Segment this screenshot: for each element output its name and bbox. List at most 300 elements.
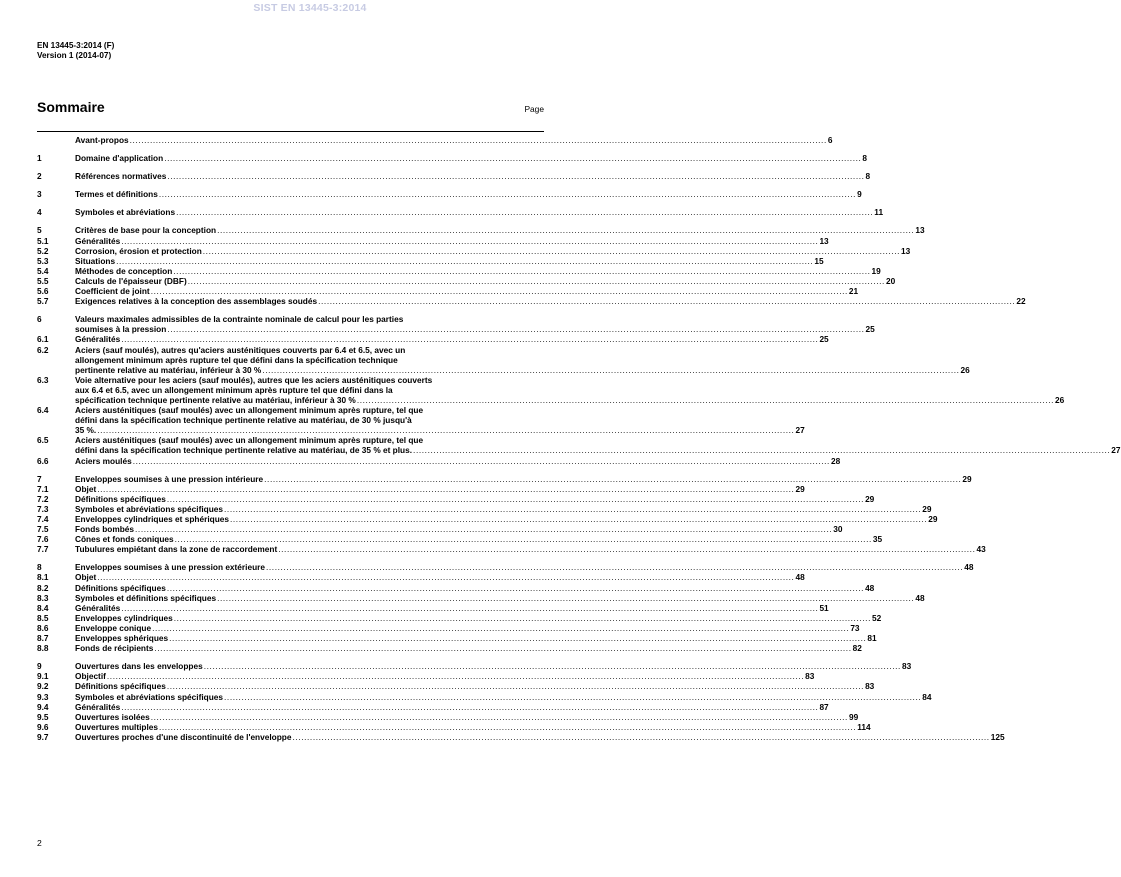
toc-dot-leader: ................................................................................................................................................................................................................................................ bbox=[264, 473, 962, 484]
toc-entry-number: 3 bbox=[37, 189, 42, 200]
toc-entry-page: 6 bbox=[827, 135, 833, 145]
toc-entry-line bbox=[75, 613, 881, 623]
document-version: Version 1 (2014-07) bbox=[37, 51, 112, 60]
toc-entry[interactable] bbox=[37, 514, 938, 524]
toc-entry-line bbox=[75, 681, 874, 691]
toc-entry-number: 9.1 bbox=[37, 671, 49, 682]
toc-entry-title: Symboles et abréviations bbox=[75, 207, 176, 218]
toc-entry[interactable] bbox=[37, 622, 860, 633]
toc-dot-leader: ................................................................................................................................................................................................................................................ bbox=[318, 296, 1016, 307]
toc-entry[interactable] bbox=[37, 275, 896, 286]
toc-entry[interactable] bbox=[37, 493, 875, 504]
toc-entry-continuation bbox=[75, 314, 875, 324]
table-of-contents bbox=[37, 131, 1121, 742]
toc-entry-page: 15 bbox=[814, 255, 824, 266]
toc-entry-page: 84 bbox=[922, 691, 932, 702]
toc-entry-title: Domaine d'application bbox=[75, 153, 164, 164]
toc-dot-leader: ................................................................................................................................................................................................................................................ bbox=[150, 286, 848, 297]
toc-entry-body bbox=[75, 456, 840, 466]
toc-entry-body bbox=[75, 435, 1121, 455]
toc-entry-title: Calculs de l'épaisseur (DBF) bbox=[75, 275, 187, 286]
toc-entry-line bbox=[75, 633, 877, 643]
toc-entry[interactable] bbox=[37, 483, 805, 494]
toc-entry-title: Objectif bbox=[75, 671, 106, 682]
toc-dot-leader: ................................................................................................................................................................................................................................................ bbox=[135, 524, 833, 535]
toc-entry-page: 43 bbox=[976, 544, 986, 555]
toc-entry[interactable] bbox=[37, 455, 841, 466]
toc-entry-title: soumises à la pression bbox=[75, 324, 167, 335]
page-column-header: Page bbox=[524, 104, 544, 114]
toc-entry-page: 114 bbox=[857, 721, 871, 732]
toc-entry-line bbox=[75, 593, 925, 603]
toc-entry-body bbox=[75, 153, 867, 163]
toc-spacer bbox=[37, 145, 544, 153]
toc-entry-body bbox=[75, 474, 972, 484]
toc-entry-number: 6.6 bbox=[37, 455, 49, 466]
toc-entry-page: 83 bbox=[805, 671, 815, 682]
toc-entry[interactable] bbox=[37, 135, 833, 145]
toc-entry[interactable] bbox=[37, 612, 882, 623]
toc-entry[interactable] bbox=[37, 314, 875, 335]
toc-entry-number: 5.3 bbox=[37, 255, 49, 266]
toc-entry-title: Généralités bbox=[75, 701, 121, 712]
toc-entry-line bbox=[75, 572, 805, 582]
toc-spacer bbox=[37, 217, 544, 225]
toc-entry-body bbox=[75, 633, 877, 643]
toc-entry-body bbox=[75, 603, 829, 613]
toc-entry-title: Exigences relatives à la conception des assemblages soudés bbox=[75, 296, 318, 307]
toc-entry-title: Symboles et abréviations spécifiques bbox=[75, 691, 224, 702]
toc-entry-title: Références normatives bbox=[75, 171, 167, 182]
toc-entry-number: 9.5 bbox=[37, 711, 49, 722]
toc-entry-title: Avant-propos bbox=[75, 135, 129, 145]
toc-entry-number: 6.3 bbox=[37, 374, 49, 385]
toc-entry-number: 6.5 bbox=[37, 435, 49, 446]
toc-spacer bbox=[37, 554, 544, 562]
toc-dot-leader: ................................................................................................................................................................................................................................................ bbox=[173, 612, 871, 623]
toc-entry-line bbox=[75, 661, 911, 671]
toc-entry[interactable] bbox=[37, 544, 986, 555]
toc-dot-leader: ................................................................................................................................................................................................................................................ bbox=[121, 235, 819, 246]
toc-entry-title: Cônes et fonds coniques bbox=[75, 534, 174, 545]
toc-entry[interactable] bbox=[37, 245, 911, 256]
toc-entry-page: 29 bbox=[928, 514, 938, 524]
toc-dot-leader: ................................................................................................................................................................................................................................................ bbox=[174, 534, 872, 545]
toc-entry-line bbox=[75, 171, 870, 181]
toc-entry-number: 5.2 bbox=[37, 245, 49, 256]
toc-entry-number: 7.6 bbox=[37, 534, 49, 545]
toc-entry-number: 9 bbox=[37, 661, 42, 672]
toc-entry-number: 8.8 bbox=[37, 643, 49, 654]
toc-entry[interactable] bbox=[37, 661, 912, 672]
toc-entry-body bbox=[75, 593, 925, 603]
toc-entry-line bbox=[75, 236, 829, 246]
toc-spacer bbox=[37, 306, 544, 314]
toc-entry[interactable] bbox=[37, 344, 970, 375]
toc-entry-body bbox=[75, 544, 986, 554]
toc-entry-line bbox=[75, 484, 805, 494]
toc-entry-page: 125 bbox=[990, 731, 1005, 742]
toc-entry-body bbox=[75, 623, 860, 633]
toc-dot-leader: ................................................................................................................................................................................................................................................ bbox=[121, 602, 819, 613]
toc-dot-leader: ................................................................................................................................................................................................................................................ bbox=[121, 334, 819, 345]
toc-entry-number: 5 bbox=[37, 225, 42, 236]
toc-entry-title: Objet bbox=[75, 572, 97, 583]
toc-entry-continuation bbox=[75, 385, 1064, 395]
toc-entry[interactable] bbox=[37, 524, 843, 535]
toc-entry-body bbox=[75, 405, 805, 435]
toc-entry-title: allongement minimum après rupture tel que défini dans la spécification technique bbox=[75, 354, 398, 365]
toc-entry-title: Définitions spécifiques bbox=[75, 493, 166, 504]
toc-entry-title: Voie alternative pour les aciers (sauf moulés), autres que les aciers austénitiques couverts bbox=[75, 374, 433, 385]
toc-entry-title: 35 %. bbox=[75, 425, 97, 436]
toc-entry-number: 5.1 bbox=[37, 235, 49, 246]
toc-entry-number: 8 bbox=[37, 562, 42, 573]
toc-entry[interactable] bbox=[37, 255, 824, 266]
toc-entry-continuation bbox=[75, 435, 1121, 445]
toc-dot-leader: ................................................................................................................................................................................................................................................ bbox=[166, 582, 865, 593]
toc-entry[interactable] bbox=[37, 286, 859, 297]
toc-entry-title: Aciers moulés bbox=[75, 455, 132, 466]
toc-entry-title: Définitions spécifiques bbox=[75, 681, 166, 692]
toc-entry-line bbox=[75, 207, 883, 217]
toc-entry-line bbox=[75, 514, 937, 524]
toc-entry-continuation bbox=[75, 355, 970, 365]
toc-entry-title: Symboles et abréviations spécifiques bbox=[75, 503, 224, 514]
toc-entry-page: 26 bbox=[1055, 394, 1065, 405]
toc-entry-line bbox=[75, 246, 910, 256]
toc-dot-leader: ................................................................................................................................................................................................................................................ bbox=[129, 135, 827, 145]
toc-entry-body bbox=[75, 494, 874, 504]
toc-entry-number: 7.4 bbox=[37, 514, 49, 524]
toc-entry-line bbox=[75, 504, 931, 514]
toc-entry-line bbox=[75, 324, 875, 334]
toc-entry-line bbox=[75, 712, 858, 722]
toc-entry[interactable] bbox=[37, 265, 881, 276]
toc-entry-page: 52 bbox=[871, 612, 882, 623]
toc-entry[interactable] bbox=[37, 534, 883, 545]
toc-entry-body bbox=[75, 643, 862, 653]
toc-entry[interactable] bbox=[37, 374, 1065, 405]
toc-entry-body bbox=[75, 562, 973, 572]
toc-entry-line bbox=[75, 153, 867, 163]
toc-entry-page: 99 bbox=[848, 711, 859, 722]
toc-entry[interactable] bbox=[37, 582, 875, 593]
toc-entry-title: spécification technique pertinente relative au matériau, inférieur à 30 % bbox=[75, 394, 356, 405]
toc-entry-number: 9.6 bbox=[37, 721, 49, 732]
toc-entry-title: Aciers austénitiques (sauf moulés) avec un allongement minimum après rupture, tel que bbox=[75, 405, 424, 416]
toc-entry-page: 73 bbox=[850, 622, 860, 633]
toc-entry-number: 7.7 bbox=[37, 544, 49, 555]
toc-top-rule bbox=[37, 131, 544, 132]
toc-entry[interactable] bbox=[37, 171, 871, 182]
toc-entry-title: Ouvertures multiples bbox=[75, 721, 158, 732]
toc-entry[interactable] bbox=[37, 711, 859, 722]
toc-dot-leader: ................................................................................................................................................................................................................................................ bbox=[167, 324, 865, 335]
toc-spacer bbox=[37, 199, 544, 207]
toc-entry[interactable] bbox=[37, 572, 805, 583]
toc-dot-leader: ................................................................................................................................................................................................................................................ bbox=[217, 225, 915, 236]
toc-entry-line bbox=[75, 456, 840, 466]
toc-entry-body bbox=[75, 334, 829, 344]
toc-entry[interactable] bbox=[37, 681, 875, 692]
toc-entry-line bbox=[75, 692, 931, 702]
toc-entry-page: 9 bbox=[857, 189, 862, 200]
toc-entry-number: 7.1 bbox=[37, 483, 49, 494]
toc-entry-number: 1 bbox=[37, 153, 42, 164]
toc-entry-title: Symboles et définitions spécifiques bbox=[75, 592, 217, 603]
toc-entry-title: Aciers (sauf moulés), autres qu'aciers austénitiques couverts par 6.4 et 6.5, avec un bbox=[75, 344, 406, 355]
toc-entry[interactable] bbox=[37, 701, 829, 712]
toc-entry-page: 29 bbox=[865, 493, 875, 504]
toc-entry-line bbox=[75, 276, 895, 286]
toc-entry-page: 29 bbox=[922, 503, 932, 514]
document-id: EN 13445-3:2014 (F) bbox=[37, 41, 115, 50]
toc-entry-number: 8.1 bbox=[37, 572, 49, 583]
toc-entry-body bbox=[75, 722, 871, 732]
toc-entry-number: 8.3 bbox=[37, 592, 49, 603]
toc-entry[interactable] bbox=[37, 225, 925, 236]
toc-dot-leader: ................................................................................................................................................................................................................................................ bbox=[97, 572, 795, 583]
toc-entry-body bbox=[75, 135, 832, 145]
toc-entry-number: 8.6 bbox=[37, 622, 49, 633]
toc-entry-page: 27 bbox=[795, 425, 805, 436]
toc-entry-title: Ouvertures proches d'une discontinuité de l'enveloppe bbox=[75, 731, 292, 742]
toc-entry-title: Enveloppes cylindriques bbox=[75, 612, 173, 623]
toc-entry[interactable] bbox=[37, 731, 1005, 742]
toc-entry-continuation bbox=[75, 415, 805, 425]
toc-entry-body bbox=[75, 375, 1064, 405]
toc-entry-title: Généralités bbox=[75, 602, 121, 613]
toc-entry-page: 87 bbox=[819, 701, 829, 712]
toc-entry-body bbox=[75, 225, 925, 235]
toc-entry-page: 35 bbox=[872, 534, 883, 545]
toc-entry[interactable] bbox=[37, 189, 862, 200]
toc-entry-page: 20 bbox=[885, 275, 896, 286]
toc-entry-number: 5.7 bbox=[37, 296, 49, 307]
toc-dot-leader: ................................................................................................................................................................................................................................................ bbox=[230, 514, 928, 524]
toc-dot-leader: ................................................................................................................................................................................................................................................ bbox=[217, 592, 915, 603]
toc-entry-title: Objet bbox=[75, 483, 97, 494]
toc-entry-page: 48 bbox=[865, 582, 875, 593]
toc-entry-page: 51 bbox=[819, 602, 829, 613]
toc-entry-line bbox=[75, 494, 874, 504]
toc-entry[interactable] bbox=[37, 562, 974, 573]
toc-entry[interactable] bbox=[37, 296, 1026, 307]
toc-entry-line bbox=[75, 445, 1121, 455]
toc-entry-body bbox=[75, 256, 824, 266]
toc-entry-number: 6.4 bbox=[37, 405, 49, 416]
toc-entry[interactable] bbox=[37, 643, 862, 654]
toc-entry-number: 7 bbox=[37, 473, 42, 484]
toc-entry[interactable] bbox=[37, 721, 871, 732]
toc-dot-leader: ................................................................................................................................................................................................................................................ bbox=[278, 544, 976, 555]
toc-entry-page: 28 bbox=[830, 455, 841, 466]
toc-entry[interactable] bbox=[37, 207, 884, 218]
toc-entry-page: 25 bbox=[865, 324, 875, 335]
toc-entry-number: 9.4 bbox=[37, 701, 49, 712]
toc-entry-number: 5.4 bbox=[37, 265, 49, 276]
toc-entry-page: 21 bbox=[848, 286, 859, 297]
toc-dot-leader: ................................................................................................................................................................................................................................................ bbox=[106, 671, 805, 682]
toc-entry-body bbox=[75, 207, 883, 217]
toc-dot-leader: ................................................................................................................................................................................................................................................ bbox=[116, 255, 814, 266]
toc-entry-title: Enveloppes cylindriques et sphériques bbox=[75, 514, 229, 524]
toc-entry-line bbox=[75, 623, 860, 633]
toc-entry-line bbox=[75, 334, 829, 344]
toc-dot-leader: ................................................................................................................................................................................................................................................ bbox=[176, 207, 874, 218]
toc-dot-leader: ................................................................................................................................................................................................................................................ bbox=[224, 691, 922, 702]
toc-entry-line bbox=[75, 603, 829, 613]
toc-entry-body bbox=[75, 504, 931, 514]
toc-entry-body bbox=[75, 613, 881, 623]
toc-entry-title: Enveloppes soumises à une pression intérieure bbox=[75, 473, 264, 484]
toc-entry-page: 29 bbox=[962, 473, 972, 484]
toc-entry-body bbox=[75, 583, 874, 593]
toc-entry-line bbox=[75, 583, 874, 593]
toc-dot-leader: ................................................................................................................................................................................................................................................ bbox=[164, 153, 862, 164]
toc-entry-page: 82 bbox=[852, 643, 862, 654]
toc-entry-title: Ouvertures dans les enveloppes bbox=[75, 661, 203, 672]
toc-entry-body bbox=[75, 692, 931, 702]
toc-entry-title: Fonds de récipients bbox=[75, 643, 154, 654]
page-title: Sommaire bbox=[37, 99, 105, 115]
toc-entry-title: Méthodes de conception bbox=[75, 265, 173, 276]
toc-entry-line bbox=[75, 671, 814, 681]
toc-entry-number: 9.3 bbox=[37, 691, 49, 702]
toc-entry-page: 30 bbox=[833, 524, 843, 535]
toc-entry-body bbox=[75, 266, 881, 276]
toc-entry-line bbox=[75, 524, 842, 534]
toc-entry-line bbox=[75, 474, 972, 484]
toc-entry[interactable] bbox=[37, 334, 829, 345]
toc-entry-title: Définitions spécifiques bbox=[75, 582, 166, 593]
toc-dot-leader: ................................................................................................................................................................................................................................................ bbox=[97, 483, 795, 494]
toc-entry-line bbox=[75, 562, 973, 572]
toc-entry-number: 8.4 bbox=[37, 602, 49, 613]
toc-entry-body bbox=[75, 702, 829, 712]
toc-entry-line bbox=[75, 135, 832, 145]
toc-entry[interactable] bbox=[37, 602, 829, 613]
toc-dot-leader: ................................................................................................................................................................................................................................................ bbox=[173, 265, 871, 276]
toc-entry-body bbox=[75, 246, 910, 256]
toc-dot-leader: ................................................................................................................................................................................................................................................ bbox=[413, 445, 1111, 456]
toc-spacer bbox=[37, 163, 544, 171]
toc-entry-body bbox=[75, 314, 875, 334]
toc-entry-page: 48 bbox=[915, 592, 925, 603]
toc-entry-continuation bbox=[75, 405, 805, 415]
toc-entry[interactable] bbox=[37, 633, 877, 644]
toc-entry[interactable] bbox=[37, 435, 1121, 456]
toc-dot-leader: ................................................................................................................................................................................................................................................ bbox=[265, 562, 964, 573]
toc-entry[interactable] bbox=[37, 671, 815, 682]
toc-entry-number: 5.6 bbox=[37, 286, 49, 297]
toc-entry-title: Aciers austénitiques (sauf moulés) avec un allongement minimum après rupture, tel que bbox=[75, 435, 424, 446]
toc-entry-title: Situations bbox=[75, 255, 116, 266]
toc-entry-number: 6.1 bbox=[37, 334, 49, 345]
toc-entry-title: Généralités bbox=[75, 235, 121, 246]
toc-dot-leader: ................................................................................................................................................................................................................................................ bbox=[167, 171, 865, 182]
toc-dot-leader: ................................................................................................................................................................................................................................................ bbox=[187, 275, 885, 286]
toc-entry-page: 48 bbox=[964, 562, 974, 573]
toc-entry-number: 7.2 bbox=[37, 493, 49, 504]
toc-entry-page: 27 bbox=[1111, 445, 1121, 456]
toc-dot-leader: ................................................................................................................................................................................................................................................ bbox=[292, 731, 990, 742]
toc-entry-page: 29 bbox=[795, 483, 805, 494]
toc-entry-line bbox=[75, 256, 824, 266]
toc-entry-body bbox=[75, 514, 937, 524]
toc-entry-title: Enveloppe conique bbox=[75, 622, 152, 633]
toc-entry-page: 26 bbox=[960, 364, 970, 375]
toc-entry-continuation bbox=[75, 375, 1064, 385]
toc-dot-leader: ................................................................................................................................................................................................................................................ bbox=[121, 701, 819, 712]
toc-entry[interactable] bbox=[37, 153, 868, 164]
toc-entry-body bbox=[75, 286, 858, 296]
toc-entry-number: 5.5 bbox=[37, 275, 49, 286]
toc-entry-body bbox=[75, 681, 874, 691]
page-number: 2 bbox=[37, 838, 42, 848]
toc-entry-page: 81 bbox=[867, 633, 877, 644]
toc-entry-page: 13 bbox=[901, 245, 911, 256]
toc-entry[interactable] bbox=[37, 405, 805, 436]
toc-dot-leader: ................................................................................................................................................................................................................................................ bbox=[202, 245, 901, 256]
toc-entry-body bbox=[75, 671, 814, 681]
toc-entry-page: 8 bbox=[865, 171, 871, 182]
toc-dot-leader: ................................................................................................................................................................................................................................................ bbox=[262, 364, 960, 375]
toc-entry[interactable] bbox=[37, 503, 932, 514]
toc-entry-line bbox=[75, 365, 970, 375]
toc-entry-title: Généralités bbox=[75, 334, 121, 345]
toc-entry-title: défini dans la spécification technique pertinente relative au matériau, de 35 % et plus. bbox=[75, 445, 413, 456]
toc-entry-page: 83 bbox=[901, 661, 912, 672]
toc-entry-line bbox=[75, 296, 1026, 306]
toc-dot-leader: ................................................................................................................................................................................................................................................ bbox=[169, 633, 867, 644]
watermark: SIST EN 13445-3:2014 bbox=[253, 2, 367, 14]
toc-entry-page: 19 bbox=[871, 265, 881, 276]
toc-entry-title: pertinente relative au matériau, inférieur à 30 % bbox=[75, 364, 262, 375]
toc-entry-body bbox=[75, 189, 862, 199]
toc-spacer bbox=[37, 466, 544, 474]
toc-entry-title: Enveloppes soumises à une pression extérieure bbox=[75, 562, 265, 573]
toc-entry-number: 8.2 bbox=[37, 582, 49, 593]
toc-entry-number: 8.5 bbox=[37, 612, 49, 623]
toc-entry-title: aux 6.4 et 6.5, avec un allongement minimum après rupture tel que défini dans la bbox=[75, 384, 393, 395]
toc-entry-line bbox=[75, 732, 1005, 742]
toc-dot-leader: ................................................................................................................................................................................................................................................ bbox=[158, 189, 857, 200]
toc-entry-page: 25 bbox=[819, 334, 829, 345]
toc-dot-leader: ................................................................................................................................................................................................................................................ bbox=[150, 711, 848, 722]
toc-entry-title: Enveloppes sphériques bbox=[75, 633, 169, 644]
toc-entry-line bbox=[75, 643, 862, 653]
toc-entry-body bbox=[75, 712, 858, 722]
toc-entry-title: Critères de base pour la conception bbox=[75, 225, 217, 236]
toc-dot-leader: ................................................................................................................................................................................................................................................ bbox=[132, 455, 830, 466]
toc-entry[interactable] bbox=[37, 592, 925, 603]
toc-entry-body bbox=[75, 171, 870, 181]
toc-entry-line bbox=[75, 266, 881, 276]
toc-entry-line bbox=[75, 425, 805, 435]
toc-dot-leader: ................................................................................................................................................................................................................................................ bbox=[166, 681, 865, 692]
toc-entry[interactable] bbox=[37, 691, 932, 702]
toc-entry-number: 6.2 bbox=[37, 344, 49, 355]
toc-entry[interactable] bbox=[37, 473, 972, 484]
toc-entry-page: 11 bbox=[874, 207, 884, 218]
toc-entry-number: 8.7 bbox=[37, 633, 49, 644]
toc-entry[interactable] bbox=[37, 235, 829, 246]
toc-dot-leader: ................................................................................................................................................................................................................................................ bbox=[166, 493, 865, 504]
toc-entry-title: Coefficient de joint bbox=[75, 286, 150, 297]
toc-entry-number: 9.7 bbox=[37, 731, 49, 742]
